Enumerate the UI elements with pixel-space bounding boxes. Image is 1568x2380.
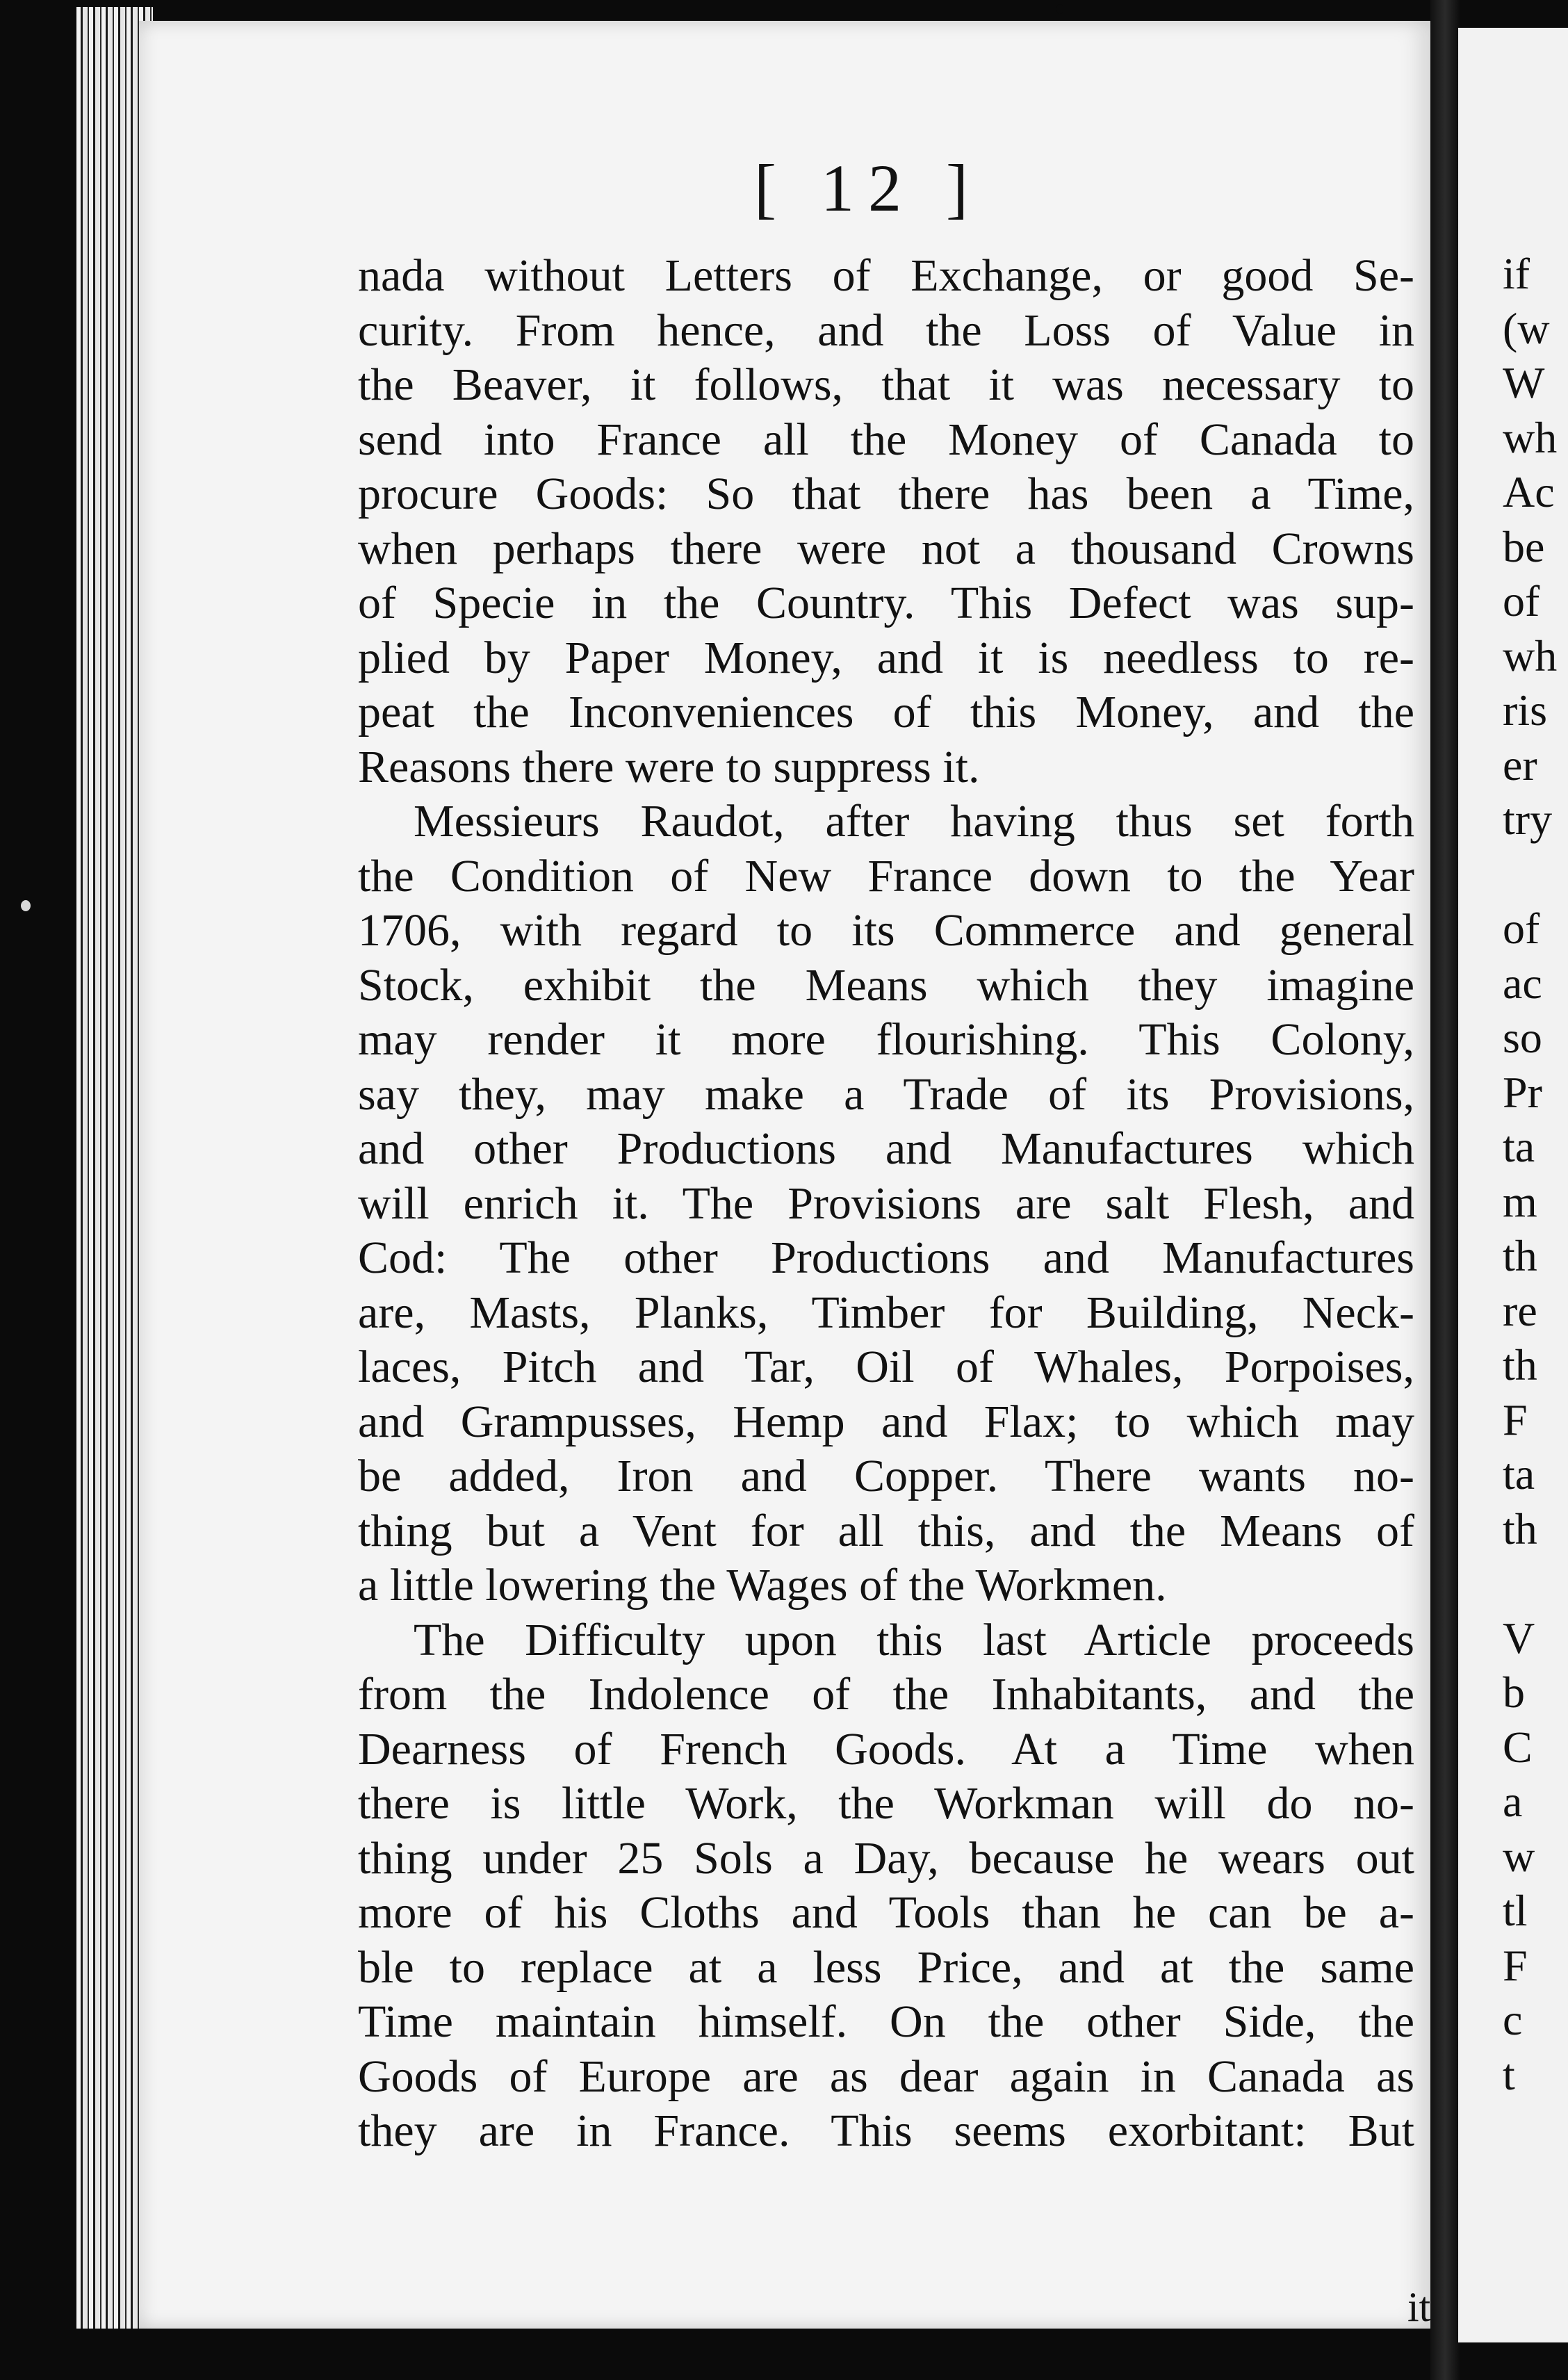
facing-line: C bbox=[1503, 1722, 1533, 1772]
text-line: are, Masts, Planks, Timber for Building, Neck- bbox=[358, 1287, 1414, 1338]
facing-line: F bbox=[1503, 1940, 1528, 1990]
text-line: be added, Iron and Copper. There wants no- bbox=[358, 1451, 1414, 1501]
facing-line: F bbox=[1503, 1394, 1528, 1444]
text-line: laces, Pitch and Tar, Oil of Whales, Porpoises, bbox=[358, 1342, 1414, 1392]
text-line: Stock, exhibit the Means which they imagine bbox=[358, 959, 1414, 1011]
book-gutter bbox=[1430, 0, 1460, 2380]
text-line: curity. From hence, and the Loss of Value in bbox=[358, 304, 1414, 356]
text-line: Goods of Europe are as dear again in Canada as bbox=[358, 2051, 1414, 2102]
facing-line: try bbox=[1503, 794, 1553, 844]
facing-line: wh bbox=[1503, 630, 1558, 680]
facing-line: a bbox=[1503, 1777, 1523, 1826]
facing-page-text bbox=[1503, 247, 1557, 2102]
text-line: Reasons there were to suppress it. bbox=[358, 741, 980, 792]
text-line: the Beaver, it follows, that it was necessary to bbox=[358, 359, 1414, 410]
text-line: ble to replace at a less Price, and at the same bbox=[358, 1941, 1414, 1993]
text-line: plied by Paper Money, and it is needless to re- bbox=[358, 632, 1414, 683]
catchword: it bbox=[1407, 2284, 1431, 2330]
facing-line: if bbox=[1503, 249, 1530, 298]
facing-line: of bbox=[1503, 576, 1540, 626]
page-number: [ 12 ] bbox=[754, 151, 982, 225]
text-line: nada without Letters of Exchange, or good Se- bbox=[358, 250, 1414, 301]
facing-line: ris bbox=[1503, 685, 1547, 735]
facing-line: wh bbox=[1503, 412, 1558, 462]
facing-line: t bbox=[1503, 2049, 1515, 2099]
ink-speck bbox=[21, 900, 31, 911]
facing-line: of bbox=[1503, 904, 1540, 953]
text-line: procure Goods: So that there has been a Time, bbox=[358, 468, 1414, 519]
facing-line: m bbox=[1503, 1176, 1537, 1226]
facing-line: th bbox=[1503, 1231, 1537, 1280]
text-line: peat the Inconveniences of this Money, and the bbox=[358, 687, 1414, 737]
facing-line: V bbox=[1503, 1613, 1535, 1663]
facing-line: so bbox=[1503, 1013, 1542, 1062]
facing-line: ta bbox=[1503, 1122, 1535, 1171]
facing-line: b bbox=[1503, 1668, 1525, 1717]
text-line: Time maintain himself. On the other Side, the bbox=[358, 1996, 1414, 2047]
text-line: Cod: The other Productions and Manufactures bbox=[358, 1232, 1414, 1283]
text-line: when perhaps there were not a thousand Crowns bbox=[358, 523, 1414, 574]
facing-line: re bbox=[1503, 1285, 1537, 1335]
text-line: The Difficulty upon this last Article proceeds bbox=[414, 1614, 1414, 1665]
facing-line: (w bbox=[1503, 303, 1550, 353]
text-line: send into France all the Money of Canada to bbox=[358, 414, 1414, 465]
text-line: may render it more flourishing. This Colony, bbox=[358, 1014, 1414, 1065]
text-line: they are in France. This seems exorbitant: But bbox=[358, 2105, 1414, 2156]
text-line: and Grampusses, Hemp and Flax; to which may bbox=[358, 1396, 1414, 1447]
facing-line: Pr bbox=[1503, 1067, 1542, 1117]
text-line: the Condition of New France down to the Year bbox=[358, 850, 1414, 902]
facing-line: th bbox=[1503, 1503, 1537, 1554]
text-line: say they, may make a Trade of its Provisions, bbox=[358, 1068, 1414, 1120]
facing-line: ac bbox=[1503, 958, 1542, 1008]
facing-line: c bbox=[1503, 1995, 1523, 2044]
text-line: a little lowering the Wages of the Workmen. bbox=[358, 1560, 1167, 1611]
body-text bbox=[358, 249, 1414, 2159]
text-line: of Specie in the Country. This Defect was sup- bbox=[358, 578, 1414, 628]
facing-line: W bbox=[1503, 358, 1545, 407]
facing-line: er bbox=[1503, 740, 1537, 790]
text-line: there is little Work, the Workman will do no- bbox=[358, 1778, 1414, 1829]
text-line: from the Indolence of the Inhabitants, and the bbox=[358, 1669, 1414, 1720]
facing-line bbox=[1503, 1556, 1557, 1611]
text-line: Dearness of French Goods. At a Time when bbox=[358, 1723, 1414, 1775]
facing-line: be bbox=[1503, 521, 1545, 571]
facing-line bbox=[1503, 847, 1557, 902]
text-line: and other Productions and Manufactures which bbox=[358, 1123, 1414, 1174]
text-line: 1706, with regard to its Commerce and general bbox=[358, 905, 1414, 956]
text-line: will enrich it. The Provisions are salt Flesh, and bbox=[358, 1177, 1414, 1229]
facing-line: w bbox=[1503, 1831, 1535, 1881]
text-line: more of his Cloths and Tools than he can be a- bbox=[358, 1887, 1414, 1938]
facing-line: tl bbox=[1503, 1886, 1528, 1935]
ink-speck bbox=[1056, 4, 1063, 14]
facing-line: Ac bbox=[1503, 467, 1555, 516]
text-line: thing under 25 Sols a Day, because he wears out bbox=[358, 1832, 1414, 1884]
facing-line: th bbox=[1503, 1340, 1537, 1389]
facing-line: ta bbox=[1503, 1449, 1535, 1499]
text-line: Messieurs Raudot, after having thus set forth bbox=[414, 796, 1414, 847]
text-line: thing but a Vent for all this, and the Means of bbox=[358, 1505, 1414, 1556]
